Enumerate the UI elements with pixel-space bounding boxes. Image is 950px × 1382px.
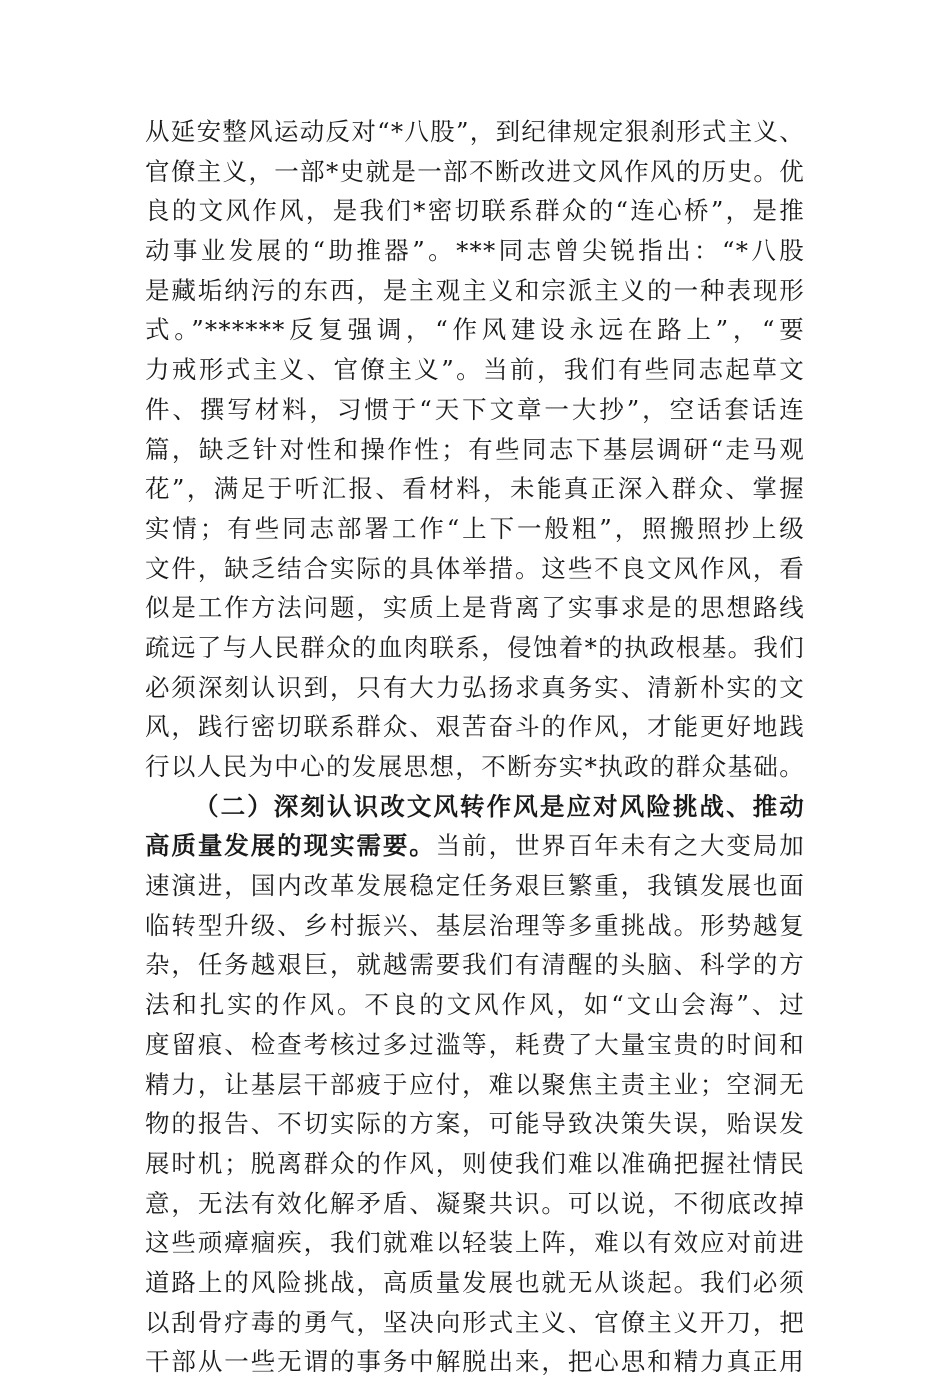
text-line: 官僚主义，一部*史就是一部不断改进文风作风的历史。优: [145, 156, 805, 186]
text-line: 篇，缺乏针对性和操作性；有些同志下基层调研“走马观: [145, 434, 805, 464]
text-line: 文件，缺乏结合实际的具体举措。这些不良文风作风，看: [145, 553, 805, 583]
text-line: 道路上的风险挑战，高质量发展也就无从谈起。我们必须: [145, 1267, 805, 1297]
paragraph-style-of-work: [145, 112, 805, 787]
section-heading-line: （二）深刻认识改文风转作风是应对风险挑战、推动: [194, 791, 805, 821]
text-line: 这些顽瘴痼疾，我们就难以轻装上阵，难以有效应对前进: [145, 1228, 805, 1258]
text-line: 干部从一些无谓的事务中解脱出来，把心思和精力真正用: [145, 1347, 805, 1377]
text-line: 物的报告、不切实际的方案，可能导致决策失误，贻误发: [145, 1109, 805, 1139]
text-line: 是藏垢纳污的东西，是主观主义和宗派主义的一种表现形: [145, 275, 805, 305]
section-heading-end: 高质量发展的现实需要。: [145, 831, 436, 861]
text-line: 似是工作方法问题，实质上是背离了实事求是的思想路线: [145, 593, 805, 623]
text-line: 力戒形式主义、官僚主义”。当前，我们有些同志起草文: [145, 355, 805, 385]
text-line: 件、撰写材料，习惯于“天下文章一大抄”，空话套话连: [145, 394, 805, 424]
text-line: 度留痕、检查考核过多过滥等，耗费了大量宝贵的时间和: [145, 1029, 805, 1059]
text-line: 动事业发展的“助推器”。***同志曾尖锐指出：“*八股: [145, 236, 805, 266]
text-line: 法和扎实的作风。不良的文风作风，如“文山会海”、过: [145, 990, 805, 1020]
text-line: 以刮骨疗毒的勇气，坚决向形式主义、官僚主义开刀，把: [145, 1307, 805, 1337]
text-line: 花”，满足于听汇报、看材料，未能真正深入群众、掌握: [145, 474, 805, 504]
text-line: 精力，让基层干部疲于应付，难以聚焦主责主业；空洞无: [145, 1069, 805, 1099]
text-line: 良的文风作风，是我们*密切联系群众的“连心桥”，是推: [145, 196, 805, 226]
text-line: 临转型升级、乡村振兴、基层治理等多重挑战。形势越复: [145, 910, 805, 940]
text-line: 行以人民为中心的发展思想，不断夯实*执政的群众基础。: [145, 752, 805, 781]
text-line: 速演进，国内改革发展稳定任务艰巨繁重，我镇发展也面: [145, 871, 805, 901]
text-line: 意，无法有效化解矛盾、凝聚共识。可以说，不彻底改掉: [145, 1188, 805, 1218]
text-line: 疏远了与人民群众的血肉联系，侵蚀着*的执政根基。我们: [145, 632, 805, 662]
text-line: 杂，任务越艰巨，就越需要我们有清醒的头脑、科学的方: [145, 950, 805, 980]
text-line: 风，践行密切联系群众、艰苦奋斗的作风，才能更好地践: [145, 712, 805, 742]
text-line: 展时机；脱离群众的作风，则使我们难以准确把握社情民: [145, 1148, 805, 1178]
text-line: 实情；有些同志部署工作“上下一般粗”，照搬照抄上级: [145, 513, 805, 543]
text-segment: 当前，世界百年未有之大变局加: [435, 831, 805, 861]
paragraph-risk-challenges: [145, 787, 805, 1382]
text-line: 必须深刻认识到，只有大力弘扬求真务实、清新朴实的文: [145, 672, 805, 702]
text-line: 式。”******反复强调，“作风建设永远在路上”，“要: [145, 315, 805, 345]
text-line: 从延安整风运动反对“*八股”，到纪律规定狠刹形式主义、: [145, 117, 805, 146]
document-page: [145, 112, 805, 1382]
text-line: [145, 826, 805, 866]
